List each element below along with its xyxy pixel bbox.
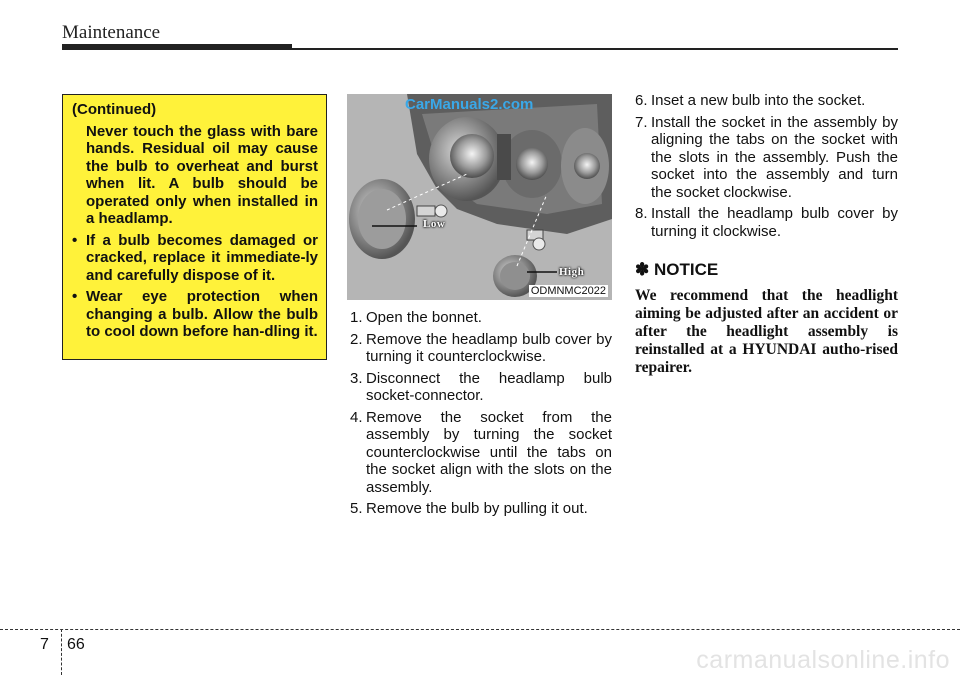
figure-code: ODMNMC2022: [530, 285, 606, 297]
step-number: 4.: [350, 408, 363, 426]
step-text: Remove the headlamp bulb cover by turning it counterclockwise.: [366, 330, 612, 365]
notice-heading: ✽ NOTICE: [635, 260, 719, 279]
warning-bullet-item: [72, 288, 318, 341]
warning-paragraph: Never touch the glass with bare hands. Residual oil may cause the bulb to overheat and burst when lit. A bulb should be operated only when installed in a headlamp.: [86, 122, 318, 227]
page-number: 66: [67, 636, 85, 653]
step-text: Install the socket in the assembly by aligning the tabs on the socket with the slots in the assembly. Push the socket into the assembly and turn the socket clockwise.: [651, 113, 898, 201]
step-item: [350, 370, 612, 405]
step-text: Inset a new bulb into the socket.: [651, 92, 866, 109]
bullet-symbol: •: [72, 231, 78, 249]
notice-body: We recommend that the headlight aiming be adjusted after an accident or after the headlight assembly is reinstalled at a HYUNDAI autho-rised repairer.: [635, 287, 898, 376]
step-number: 3.: [350, 369, 363, 387]
step-text: Remove the bulb by pulling it out.: [366, 500, 588, 517]
step-number: 5.: [350, 500, 363, 517]
step-number: 8.: [635, 205, 648, 222]
step-item: [635, 205, 898, 240]
steps-list-right: [635, 92, 898, 244]
step-number: 6.: [635, 92, 648, 109]
low-beam-label: Low: [423, 218, 446, 230]
warning-bullet-text: Wear eye protection when changing a bulb. Allow the bulb to cool down before han-dling it.: [86, 288, 318, 340]
step-text: Remove the socket from the assembly by turning the socket counterclockwise until the tabs on the socket align with the slots on the assembly.: [366, 408, 612, 496]
step-item: [350, 500, 612, 518]
bullet-symbol: •: [72, 288, 78, 305]
chapter-number: 7: [40, 636, 49, 653]
warning-bullet-item: [72, 232, 318, 285]
step-text: Disconnect the headlamp bulb socket-connector.: [366, 369, 612, 404]
step-text: Open the bonnet.: [366, 309, 482, 326]
warning-continued: (Continued): [72, 101, 157, 118]
step-item: [635, 114, 898, 202]
warning-bullet-list: [72, 232, 318, 341]
site-watermark: carmanualsonline.info: [696, 646, 950, 674]
step-item: [350, 409, 612, 497]
high-beam-label: High: [559, 266, 585, 278]
step-number: 1.: [350, 309, 363, 326]
footer-separator: [61, 629, 62, 675]
header-rule: [62, 48, 898, 50]
step-number: 2.: [350, 330, 363, 348]
warning-bullet-text: If a bulb becomes damaged or cracked, replace it immediate-ly and carefully dispose of it.: [86, 231, 318, 284]
warning-box: [62, 94, 327, 360]
footer-divider: [0, 629, 960, 630]
step-item: [350, 309, 612, 327]
step-text: Install the headlamp bulb cover by turning it clockwise.: [651, 205, 898, 240]
steps-list-left: [350, 309, 612, 522]
section-title: Maintenance: [62, 22, 161, 43]
step-number: 7.: [635, 113, 648, 131]
headlamp-figure: [347, 94, 612, 300]
step-item: [350, 331, 612, 366]
watermark: CarManuals2.com: [405, 96, 534, 113]
step-item: [635, 92, 898, 110]
